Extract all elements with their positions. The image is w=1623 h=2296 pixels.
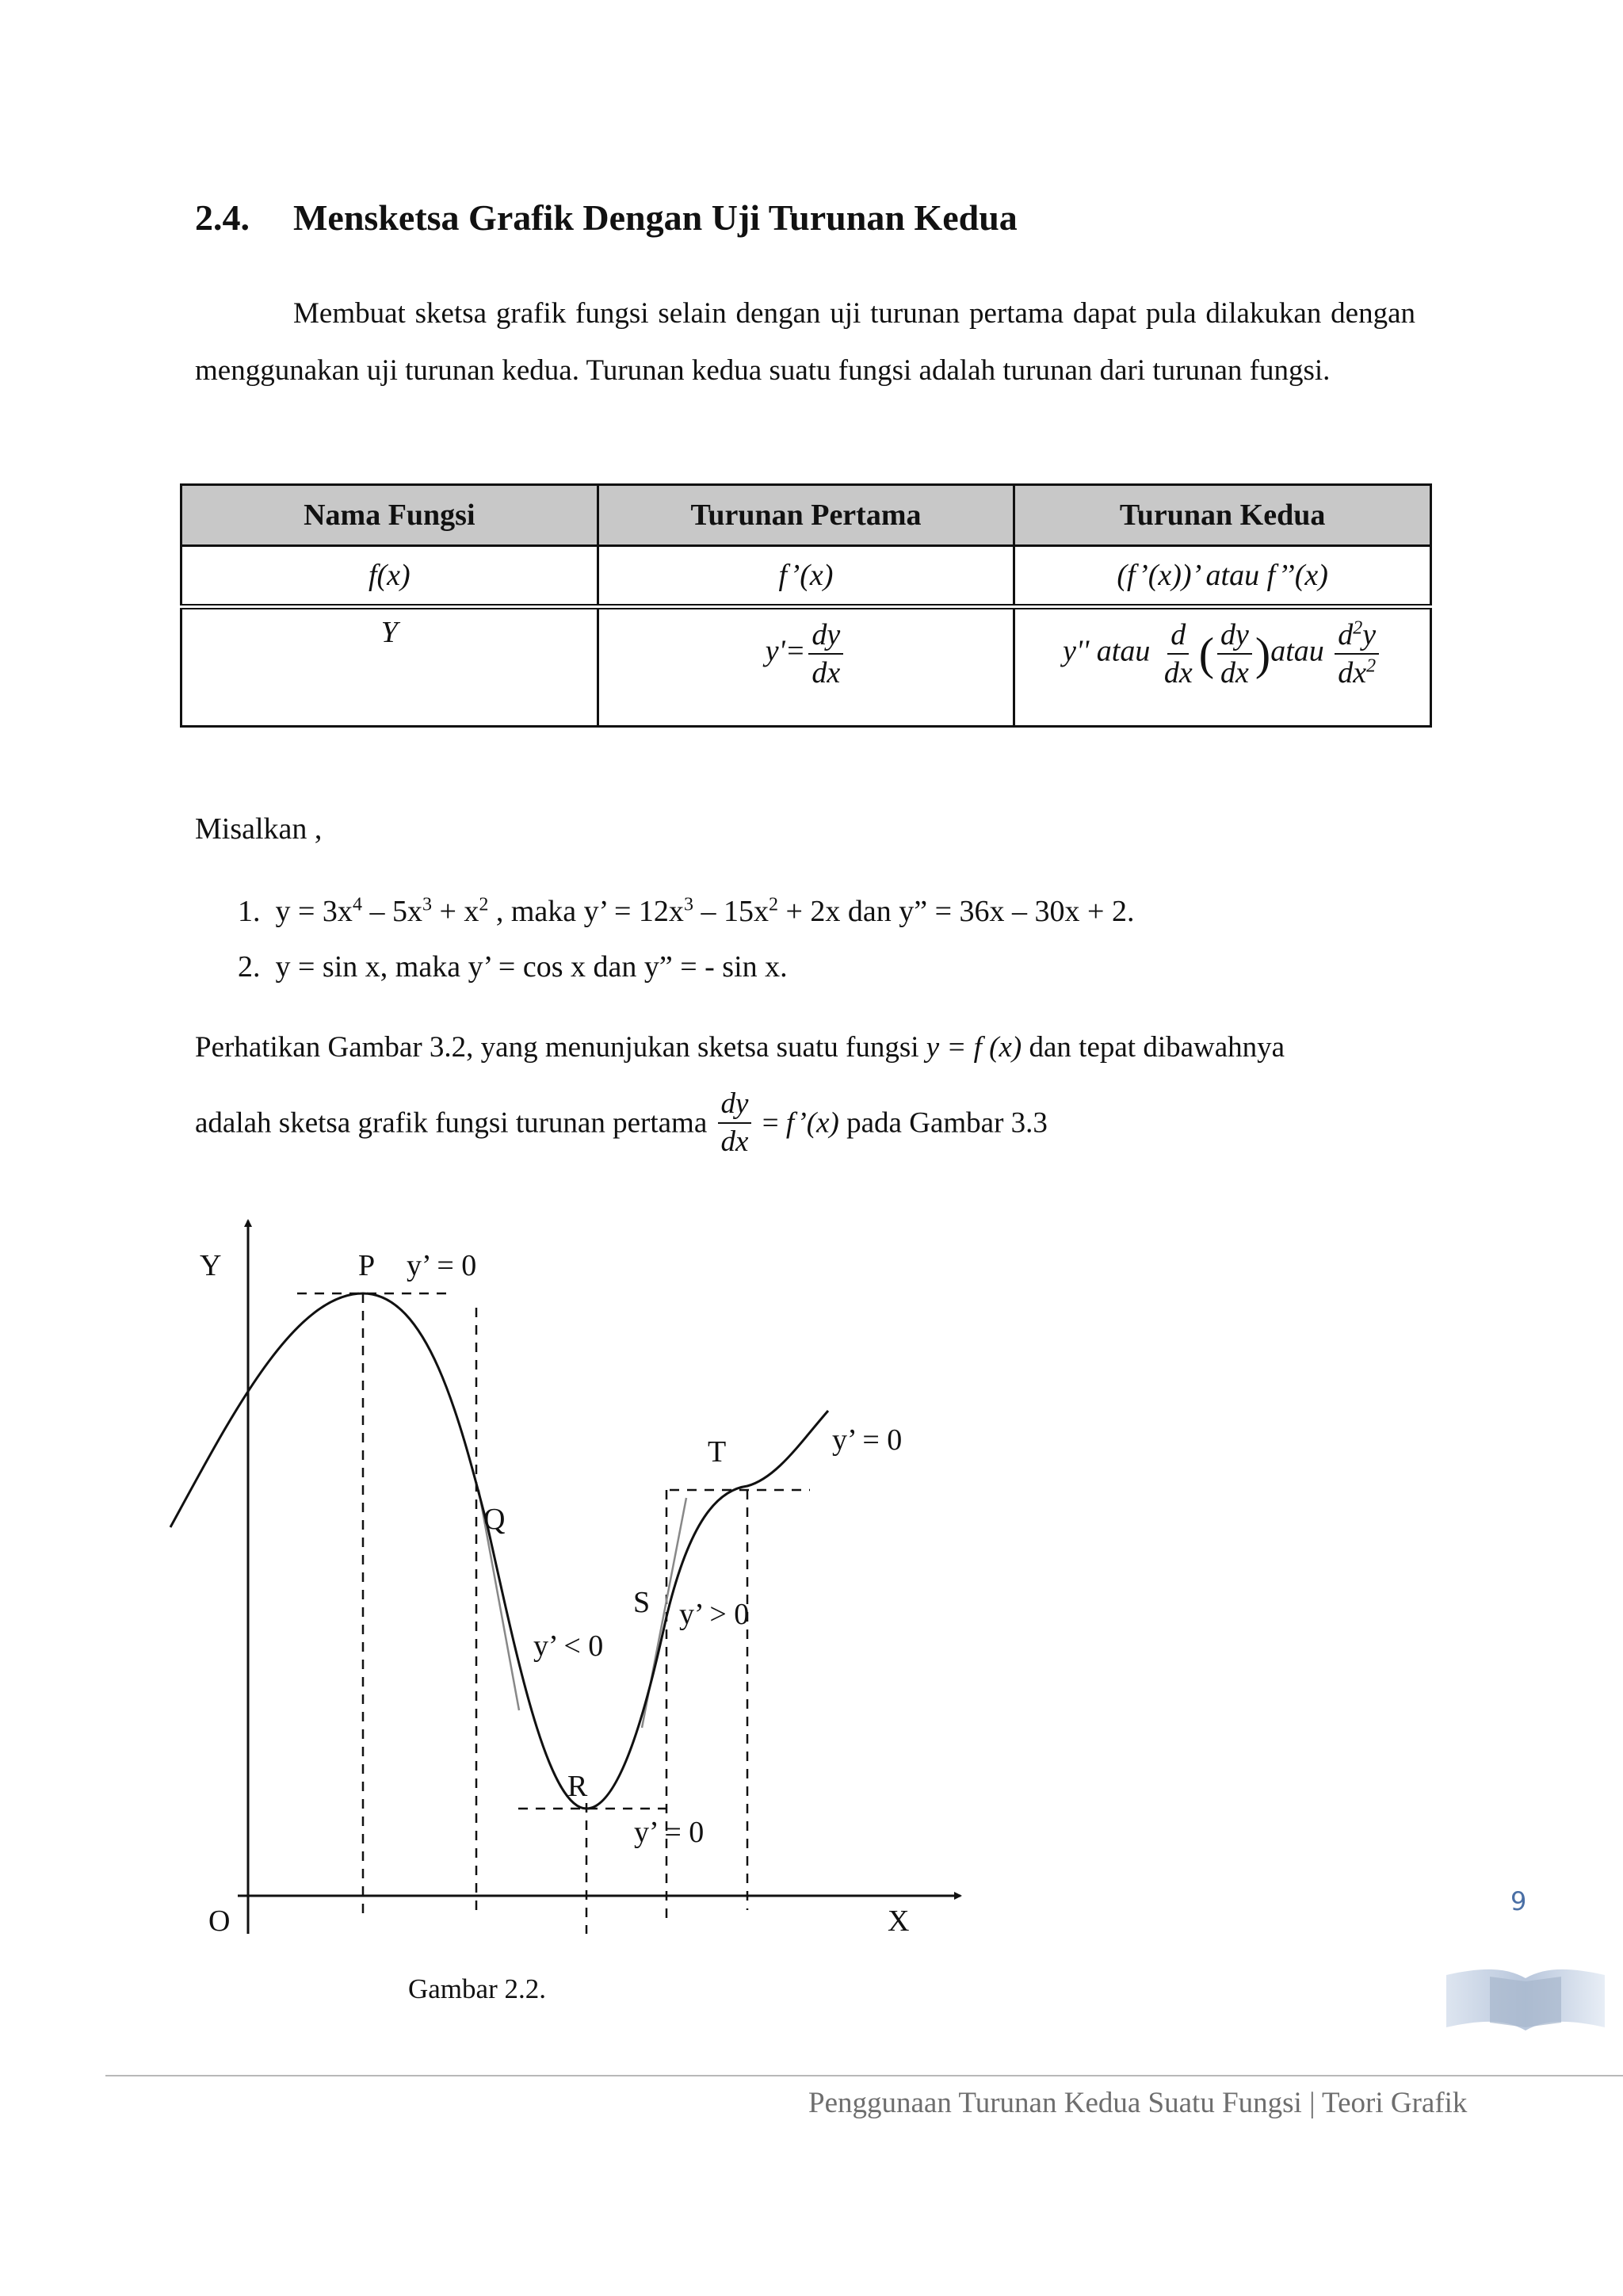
function-notation: f’(x)	[785, 1106, 839, 1140]
table-cell: f’(x)	[598, 546, 1014, 607]
footer-divider	[105, 2075, 1623, 2076]
point-t-label: T	[708, 1435, 727, 1469]
atau-text: atau	[1096, 634, 1151, 668]
text: Perhatikan Gambar 3.2, yang menunjukan sketsa suatu fungsi	[195, 1031, 926, 1064]
right-paren: )	[1254, 628, 1271, 680]
exponent: 2	[479, 894, 489, 915]
exponent: 3	[683, 894, 693, 915]
page-decoration-icon	[1442, 1966, 1609, 2037]
x-axis-label: X	[888, 1904, 910, 1938]
origin-label: O	[208, 1904, 231, 1938]
list-text: y = sin x, maka y’ = cos x dan y” = - sin x.	[275, 950, 788, 984]
point-r-derivative: y’ = 0	[634, 1816, 705, 1849]
numerator: dy	[1217, 617, 1252, 655]
eq-part: + x	[431, 895, 479, 928]
misalkan-label: Misalkan ,	[195, 812, 323, 846]
denominator: dx	[812, 656, 841, 690]
text: pada Gambar 3.3	[838, 1106, 1048, 1140]
point-t-derivative: y’ = 0	[832, 1423, 903, 1457]
table-header: Turunan Pertama	[598, 485, 1014, 546]
y-prime-label: y'=	[765, 634, 806, 668]
eq-part: , maka y’ = 12x	[488, 895, 684, 928]
eq-part: + 2x dan y” = 36x – 30x + 2.	[777, 895, 1135, 928]
decreasing-label: y’ < 0	[533, 1629, 604, 1663]
dx-symbol: dx	[1338, 656, 1367, 690]
point-r-label: R	[567, 1770, 588, 1803]
denominator: dx	[720, 1125, 749, 1158]
increasing-label: y’ > 0	[679, 1598, 750, 1631]
denominator: dx	[1163, 656, 1193, 690]
superscript: 2	[1366, 655, 1377, 677]
section-number: 2.4.	[195, 197, 250, 238]
exponent: 3	[422, 894, 432, 915]
denominator: dx	[1220, 656, 1249, 690]
section-title: Mensketsa Grafik Dengan Uji Turunan Kedua	[293, 197, 1018, 238]
text: adalah sketsa grafik fungsi turunan pertama	[195, 1106, 708, 1140]
page-footer: Penggunaan Turunan Kedua Suatu Fungsi | Teori Grafik	[808, 2087, 1468, 2119]
list-number: 2.	[238, 950, 261, 984]
point-q-label: Q	[483, 1503, 506, 1536]
numerator: d	[1167, 617, 1189, 655]
d-symbol: d	[1338, 618, 1354, 651]
page-number: 9	[1510, 1886, 1527, 1916]
text: dan tepat dibawahnya	[1022, 1031, 1285, 1064]
function-notation: y = f (x)	[926, 1031, 1022, 1064]
table-header: Nama Fungsi	[181, 485, 598, 546]
intro-text: Membuat sketsa grafik fungsi selain dengan uji turunan pertama dapat pula dilakukan dengan menggunakan uji turunan kedua. Turunan kedua suatu fungsi adalah turunan dari turunan fungsi.	[195, 297, 1415, 387]
point-p-derivative: y’ = 0	[407, 1249, 477, 1282]
numerator: dy	[718, 1086, 752, 1124]
left-paren: (	[1198, 628, 1215, 680]
eq-part: – 5x	[361, 895, 422, 928]
y-double-prime-label: y''	[1063, 634, 1090, 668]
figure-caption: Gambar 2.2.	[408, 1973, 546, 2004]
table-cell: (f’(x))’ atau f’’(x)	[1014, 546, 1431, 607]
function-curve	[170, 1293, 828, 1809]
numerator: dy	[808, 617, 843, 655]
table-header: Turunan Kedua	[1014, 485, 1431, 546]
y-axis-label: Y	[200, 1249, 222, 1282]
table-cell: f(x)	[181, 546, 598, 607]
y-symbol: y	[1362, 618, 1377, 651]
eq-part: y = 3x	[275, 895, 353, 928]
eq-part: – 15x	[693, 895, 769, 928]
exponent: 2	[768, 894, 778, 915]
exponent: 4	[352, 894, 362, 915]
cell-y: Y	[380, 616, 398, 649]
point-p-label: P	[358, 1249, 376, 1282]
list-number: 1.	[238, 895, 261, 928]
superscript: 2	[1353, 617, 1363, 639]
text: =	[754, 1106, 786, 1140]
atau-text: atau	[1270, 634, 1324, 668]
point-s-label: S	[633, 1586, 651, 1619]
